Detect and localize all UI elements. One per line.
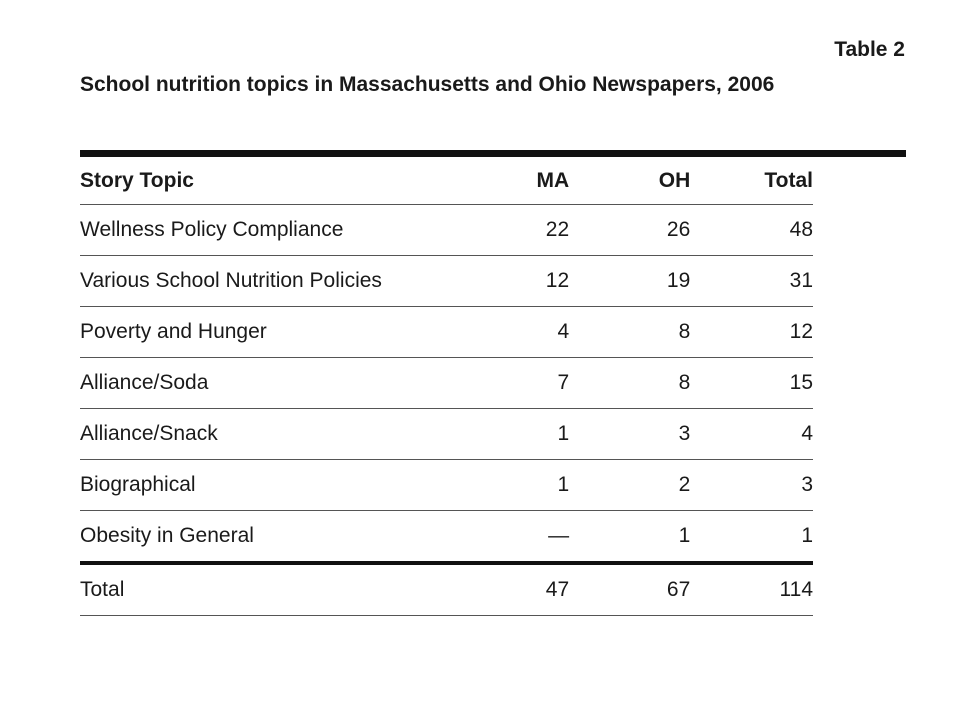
table-row <box>80 307 813 358</box>
row-oh: 3 <box>569 409 690 460</box>
row-topic: Obesity in General <box>80 511 426 564</box>
table-row <box>80 460 813 511</box>
header-oh: OH <box>569 157 690 205</box>
row-oh: 8 <box>569 358 690 409</box>
row-topic: Alliance/Snack <box>80 409 426 460</box>
row-total: 3 <box>690 460 813 511</box>
table-row <box>80 358 813 409</box>
table-title: School nutrition topics in Massachusetts and Ohio Newspapers, 2006 <box>80 73 775 96</box>
total-row-ma: 47 <box>426 563 570 616</box>
row-ma: 22 <box>426 205 570 256</box>
row-total: 31 <box>690 256 813 307</box>
row-total: 1 <box>690 511 813 564</box>
header-story-topic: Story Topic <box>80 157 426 205</box>
table-header-row <box>80 157 813 205</box>
total-row-label: Total <box>80 563 426 616</box>
header-ma: MA <box>426 157 570 205</box>
row-total: 4 <box>690 409 813 460</box>
total-row-total: 114 <box>690 563 813 616</box>
row-total: 15 <box>690 358 813 409</box>
header-total: Total <box>690 157 813 205</box>
row-total: 12 <box>690 307 813 358</box>
row-topic: Poverty and Hunger <box>80 307 426 358</box>
row-oh: 2 <box>569 460 690 511</box>
nutrition-topics-table <box>80 157 813 616</box>
row-ma: — <box>426 511 570 564</box>
table-row <box>80 205 813 256</box>
table-row <box>80 409 813 460</box>
row-topic: Various School Nutrition Policies <box>80 256 426 307</box>
table-number-label: Table 2 <box>834 38 905 61</box>
total-row-oh: 67 <box>569 563 690 616</box>
row-ma: 12 <box>426 256 570 307</box>
table-total-row <box>80 563 813 616</box>
row-oh: 8 <box>569 307 690 358</box>
row-topic: Biographical <box>80 460 426 511</box>
row-topic: Alliance/Soda <box>80 358 426 409</box>
table-row <box>80 256 813 307</box>
row-ma: 1 <box>426 460 570 511</box>
row-total: 48 <box>690 205 813 256</box>
row-ma: 7 <box>426 358 570 409</box>
row-topic: Wellness Policy Compliance <box>80 205 426 256</box>
row-ma: 4 <box>426 307 570 358</box>
row-oh: 19 <box>569 256 690 307</box>
row-oh: 1 <box>569 511 690 564</box>
row-ma: 1 <box>426 409 570 460</box>
table-top-rule <box>80 150 906 157</box>
table-row <box>80 511 813 564</box>
row-oh: 26 <box>569 205 690 256</box>
